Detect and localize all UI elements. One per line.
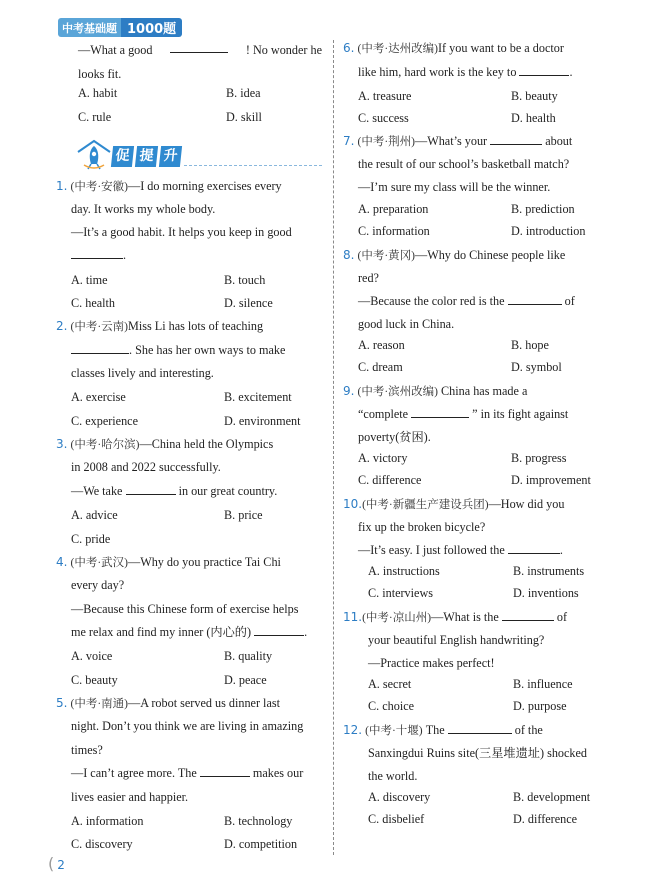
option-d[interactable]: D. introduction: [511, 224, 586, 238]
question-9: 9. (中考·滨州改编) China has made a: [343, 384, 528, 398]
question-line: like him, hard work is the key to .: [358, 65, 573, 79]
option-a[interactable]: A. voice: [71, 649, 113, 663]
question-line: red?: [358, 271, 379, 285]
header-count: 1000题: [121, 18, 182, 37]
question-line: .: [56, 245, 322, 265]
question-line: . She has her own ways to make: [56, 340, 322, 360]
answer-blank[interactable]: [254, 623, 304, 636]
option-b[interactable]: B. hope: [511, 338, 549, 352]
option-b[interactable]: B. prediction: [511, 202, 575, 216]
option-c[interactable]: C. choice: [368, 699, 415, 713]
question-line: times?: [71, 743, 103, 757]
option-a[interactable]: A. secret: [368, 677, 412, 691]
option-b[interactable]: B. influence: [513, 677, 573, 691]
option-a[interactable]: A. preparation: [358, 202, 429, 216]
question-1: 1. (中考·安徽)—I do morning exercises every: [56, 179, 282, 193]
option-c[interactable]: C. rule: [78, 110, 112, 124]
answer-blank[interactable]: [126, 482, 176, 495]
option-d[interactable]: D. inventions: [513, 586, 579, 600]
option-d[interactable]: D. silence: [224, 296, 273, 310]
question-line: me relax and find my inner (内心的) .: [71, 625, 308, 639]
answer-blank[interactable]: [71, 246, 123, 259]
question-3: 3. (中考·哈尔滨)—China held the Olympics: [56, 437, 274, 451]
option-d[interactable]: D. competition: [224, 837, 298, 851]
question-line: the result of our school’s basketball match?: [358, 157, 570, 171]
question-7: 7. (中考·荆州)—What’s your about: [343, 134, 573, 148]
option-c[interactable]: C. beauty: [71, 673, 118, 687]
option-c[interactable]: C. experience: [71, 414, 138, 428]
question-line: your beautiful English handwriting?: [368, 633, 545, 647]
option-d[interactable]: D. health: [511, 111, 556, 125]
question-line: night. Don’t you think we are living in amazing: [71, 719, 304, 733]
answer-blank[interactable]: [519, 63, 569, 76]
question-4: 4. (中考·武汉)—Why do you practice Tai Chi: [56, 555, 281, 569]
option-a[interactable]: A. instructions: [368, 564, 440, 578]
option-c[interactable]: C. interviews: [368, 586, 433, 600]
option-b[interactable]: B. instruments: [513, 564, 585, 578]
option-c[interactable]: C. disbelief: [368, 812, 425, 826]
section-header-improve: [74, 138, 322, 172]
question-line: every day?: [71, 578, 125, 592]
header-title: 中考基础题: [58, 18, 121, 37]
question-line: fix up the broken bicycle?: [358, 520, 486, 534]
question-line: day. It works my whole body.: [71, 202, 216, 216]
option-a[interactable]: A. discovery: [368, 790, 431, 804]
answer-blank[interactable]: [508, 541, 560, 554]
question-8: 8. (中考·黄冈)—Why do Chinese people like: [343, 248, 566, 262]
option-c[interactable]: C. information: [358, 224, 430, 238]
option-d[interactable]: D. difference: [513, 812, 578, 826]
option-c[interactable]: C. dream: [358, 360, 403, 374]
question-line: —Practice makes perfect!: [368, 656, 495, 670]
section-title: 促 提 升: [112, 146, 181, 167]
question-line: classes lively and interesting.: [71, 366, 214, 380]
question-line: —I’m sure my class will be the winner.: [358, 180, 551, 194]
question-5: 5. (中考·南通)—A robot served us dinner last: [56, 696, 280, 710]
section-rule: [184, 165, 322, 166]
question-10: 10.(中考·新疆生产建设兵团)—How did you: [343, 497, 565, 511]
option-c[interactable]: C. pride: [71, 532, 111, 546]
answer-blank[interactable]: [170, 40, 228, 53]
question-6: 6. (中考·达州改编)If you want to be a doctor: [343, 41, 564, 55]
question-line: looks fit.: [78, 67, 122, 81]
option-a[interactable]: A. time: [71, 273, 108, 287]
option-a[interactable]: A. victory: [358, 451, 408, 465]
option-a[interactable]: A. exercise: [71, 390, 126, 404]
option-d[interactable]: D. purpose: [513, 699, 567, 713]
answer-blank[interactable]: [448, 721, 512, 734]
question-11: 11.(中考·凉山州)—What is the of: [343, 610, 568, 624]
answer-blank[interactable]: [502, 608, 554, 621]
option-c[interactable]: C. success: [358, 111, 409, 125]
page-number: ( 2: [48, 854, 65, 873]
option-d[interactable]: D. peace: [224, 673, 267, 687]
option-a[interactable]: A. habit: [78, 86, 118, 100]
question-line: “complete ” in its fight against: [358, 407, 569, 421]
question-line: —What a good ! No wonder he: [78, 40, 322, 60]
option-b[interactable]: B. excitement: [224, 390, 292, 404]
answer-blank[interactable]: [490, 132, 542, 145]
question-line: good luck in China.: [358, 317, 455, 331]
question-line: —Because this Chinese form of exercise helps: [71, 602, 299, 616]
option-b[interactable]: B. development: [513, 790, 591, 804]
option-d[interactable]: D. environment: [224, 414, 301, 428]
option-d[interactable]: D. improvement: [511, 473, 591, 487]
question-line: Sanxingdui Ruins site(三星堆遗址) shocked: [368, 746, 588, 760]
question-line: in 2008 and 2022 successfully.: [71, 460, 221, 474]
option-b[interactable]: B. technology: [224, 814, 293, 828]
option-c[interactable]: C. discovery: [71, 837, 133, 851]
option-c[interactable]: C. health: [71, 296, 116, 310]
question-line: —It’s easy. I just followed the .: [358, 543, 563, 557]
question-2: 2. (中考·云南)Miss Li has lots of teaching: [56, 319, 264, 333]
option-a[interactable]: A. reason: [358, 338, 405, 352]
column-divider: [333, 40, 334, 855]
option-b[interactable]: B. beauty: [511, 89, 558, 103]
question-12: 12. (中考·十堰) The of the: [343, 723, 543, 737]
option-b[interactable]: B. quality: [224, 649, 273, 663]
option-a[interactable]: A. treasure: [358, 89, 412, 103]
option-b[interactable]: B. touch: [224, 273, 266, 287]
question-line: the world.: [368, 769, 418, 783]
option-d[interactable]: D. skill: [226, 110, 262, 124]
question-line: —I can’t agree more. The makes our: [71, 766, 304, 780]
question-line: lives easier and happier.: [71, 790, 189, 804]
option-a[interactable]: A. information: [71, 814, 144, 828]
answer-blank[interactable]: [411, 405, 469, 418]
answer-blank[interactable]: [508, 292, 562, 305]
option-b[interactable]: B. idea: [226, 86, 261, 100]
page-bracket-icon: (: [48, 854, 55, 873]
option-b[interactable]: B. price: [224, 508, 263, 522]
option-a[interactable]: A. advice: [71, 508, 118, 522]
question-line: —Because the color red is the of: [358, 294, 575, 308]
question-line: —It’s a good habit. It helps you keep in good: [71, 225, 292, 239]
option-c[interactable]: C. difference: [358, 473, 422, 487]
question-line: —We take in our great country.: [71, 484, 278, 498]
answer-blank[interactable]: [200, 764, 250, 777]
question-line: poverty(贫困).: [358, 430, 431, 444]
rocket-house-icon: [74, 138, 114, 172]
answer-blank[interactable]: [71, 341, 129, 354]
option-b[interactable]: B. progress: [511, 451, 567, 465]
option-d[interactable]: D. symbol: [511, 360, 562, 374]
book-header: [58, 18, 182, 37]
